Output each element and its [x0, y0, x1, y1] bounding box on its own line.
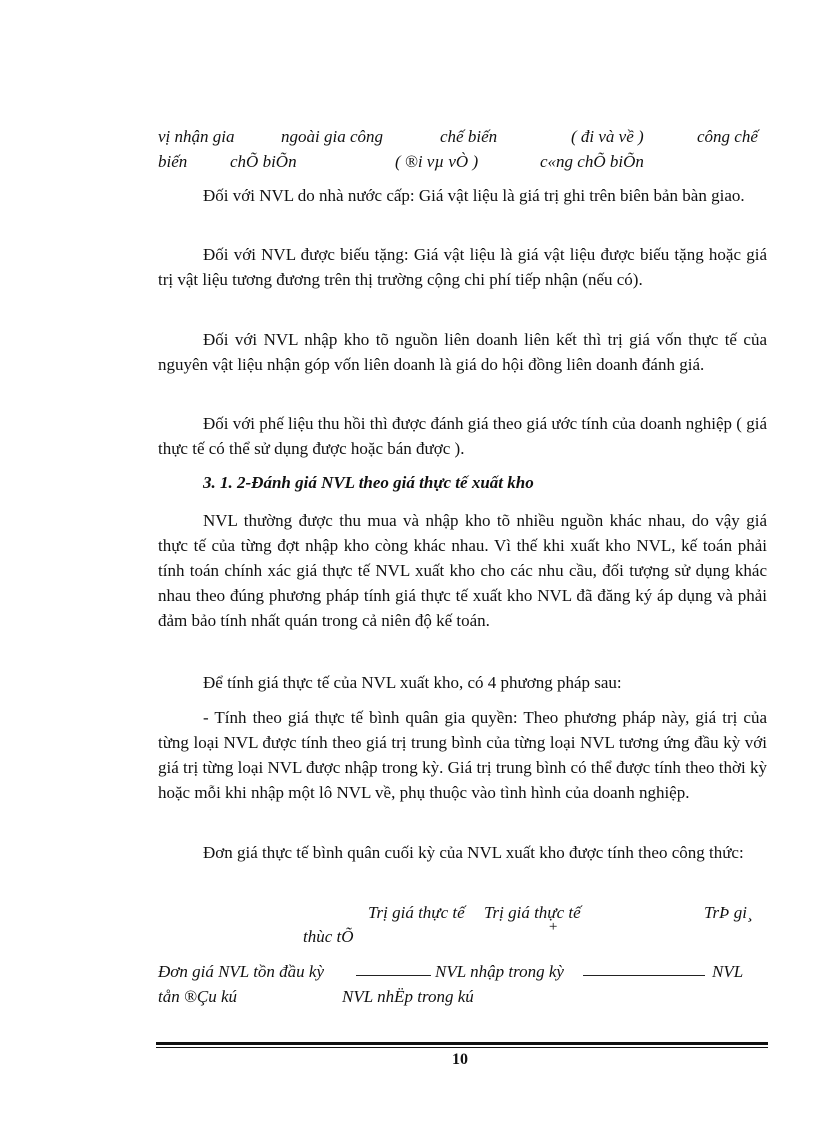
formula-denominator-left: tån ®Çu kú	[158, 987, 238, 1006]
paragraph-scrap: Đối với phế liệu thu hồi thì được đánh giá theo giá ước tính của doanh nghiệp ( giá thực tế có thể sử dụng được hoặc bán được ).	[158, 414, 767, 458]
fraction-line-2	[583, 975, 705, 976]
paragraph-purchase: NVL thường được thu mua và nhập kho tõ nhiều nguồn khác nhau, do vậy giá thực tế của từng đợt nhập kho còng khác nhau. Vì thế khi xuất kho NVL, kế toán phải tính toán chính xác giá thực tế NVL xuất kho cho các nhu cầu, đối tượng sử dụng khác nhau theo đúng phương pháp tính giá thực tế xuất kho NVL đã đăng ký áp dụng và phải đảm bảo tính nhất quán trong cả niên độ kế toán.	[158, 511, 767, 630]
paragraph-state-supply: Đối với NVL do nhà nước cấp: Giá vật liệu là giá trị ghi trên biên bản bàn giao.	[203, 186, 745, 205]
fraction-line-1	[356, 975, 431, 976]
formula-numerator-far: TrÞ gi¸	[704, 903, 753, 922]
fragment-4: ( đi và về )	[571, 127, 644, 146]
formula-label-right: NVL	[712, 962, 744, 981]
paragraph-joint-venture: Đối với NVL nhập kho tõ nguồn liên doanh liên kết thì trị giá vốn thực tế của nguyên vật liệu nhận góp vốn liên doanh là giá do hội đồng liên doanh đánh giá.	[158, 330, 767, 374]
fragment-9: c«ng chÕ biÕn	[540, 152, 644, 171]
fragment-3: chế biến	[440, 127, 498, 146]
footer-rule-thin	[156, 1047, 768, 1048]
formula-label-mid: NVL nhập trong kỳ	[435, 962, 564, 981]
paragraph-methods: Để tính giá thực tế của NVL xuất kho, có 4 phương pháp sau:	[203, 673, 622, 692]
formula-label-left: Đơn giá NVL tồn đầu kỳ	[158, 962, 325, 981]
section-heading: 3. 1. 2-Đánh giá NVL theo giá thực tế xuất kho	[203, 473, 534, 492]
fragment-7: chÕ biÕn	[230, 152, 297, 171]
fragment-1: vị nhận gia	[158, 127, 235, 146]
formula-numerator-right: Trị giá thực tế	[484, 903, 581, 922]
paragraph-formula-intro: Đơn giá thực tế bình quân cuối kỳ của NVL xuất kho được tính theo công thức:	[203, 843, 744, 862]
fragment-6: biến	[158, 152, 188, 171]
formula-denominator-mid: NVL nhËp trong kú	[342, 987, 474, 1006]
fragment-5: công chế	[697, 127, 758, 146]
footer-rule-thick	[156, 1042, 768, 1045]
formula-numerator-left: Trị giá thực tế	[368, 903, 465, 922]
page-number: 10	[452, 1051, 468, 1068]
paragraph-weighted-average: - Tính theo giá thực tế bình quân gia quyền: Theo phương pháp này, giá trị của từng loại NVL được tính theo giá trị trung bình của từng loại NVL tương ứng đầu kỳ với giá trị từng loại NVL được nhập trong kỳ. Giá trị trung bình có thể được tính theo thời kỳ hoặc mỗi khi nhập một lô NVL về, phụ thuộc vào tình hình của doanh nghiệp.	[158, 708, 767, 802]
formula-plus: +	[548, 919, 559, 935]
formula-numerator-sub: thùc tÕ	[303, 927, 354, 946]
paragraph-donation: Đối với NVL được biếu tặng: Giá vật liệu là giá vật liệu được biếu tặng hoặc giá trị vật liệu tương đương trên thị trường cộng chi phí tiếp nhận (nếu có).	[158, 245, 767, 289]
fragment-8: ( ®i vµ vÒ )	[395, 152, 479, 171]
fragment-2: ngoài gia công	[281, 127, 383, 146]
